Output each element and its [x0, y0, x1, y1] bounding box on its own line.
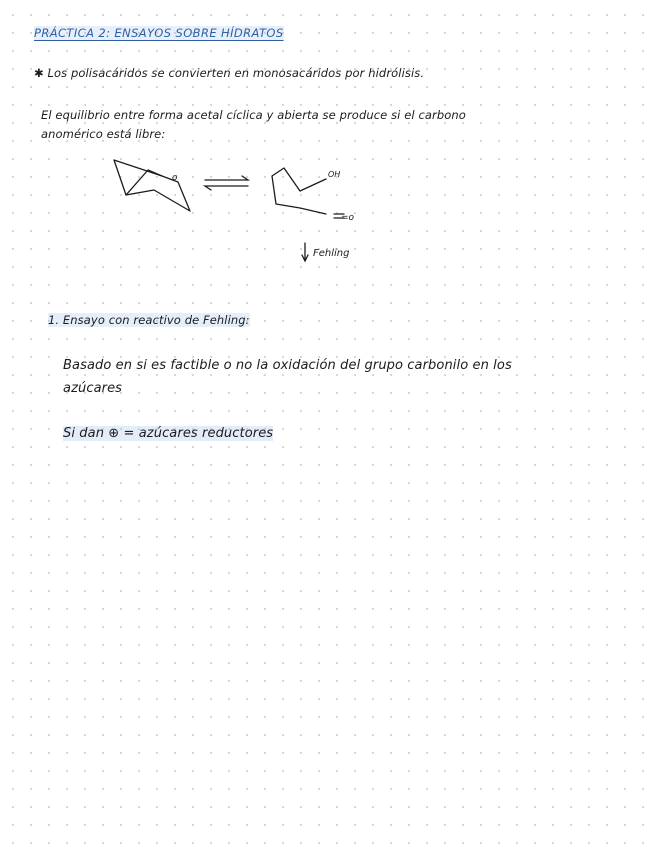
equilibrium-arrows — [205, 176, 248, 190]
carbonyl-label: =o — [341, 213, 355, 223]
hydroxyl-label: OH — [328, 170, 341, 179]
forward-arrow — [205, 176, 248, 180]
section-body-line-2: azúcares — [63, 381, 123, 396]
section-heading-fehling — [48, 313, 250, 327]
section-result-text: Si dan ⊕ = azúcares reductores — [63, 426, 274, 441]
section-body-line-1: Basado en si es factible o no la oxidación del grupo carbonilo en los — [63, 358, 512, 373]
down-arrow — [302, 243, 308, 261]
section-heading-text: 1. Ensayo con reactivo de Fehling: — [48, 313, 250, 327]
open-chain-backbone — [272, 168, 326, 214]
cyclic-acetal-structure — [114, 160, 190, 211]
paragraph-line-1: El equilibrio entre forma acetal cíclica y abierta se produce si el carbono — [41, 108, 466, 122]
fehling-down-arrow — [302, 243, 308, 261]
section-result-line — [63, 426, 273, 441]
ring-oxygen-label: o — [172, 173, 178, 183]
reverse-arrow — [205, 186, 248, 190]
paragraph-line-2: anomérico está libre: — [41, 127, 166, 141]
fehling-label: Fehling — [313, 248, 350, 259]
intro-bullet: ✱ Los polisacáridos se convierten en monosacáridos por hidrólisis. — [34, 66, 425, 80]
page-title-text: PRÁCTICA 2: ENSAYOS SOBRE HÍDRATOS — [34, 26, 284, 40]
chair-ring-outline — [114, 160, 190, 211]
